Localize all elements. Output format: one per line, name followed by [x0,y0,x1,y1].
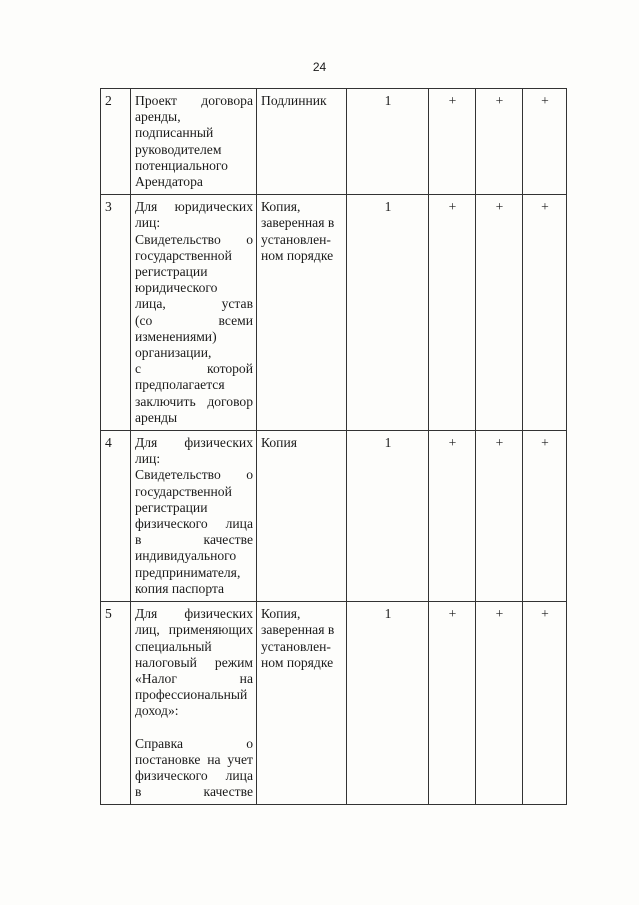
cell-line: организации, [135,345,212,361]
cell-line: «Налог на [135,670,253,686]
plus-mark-cell: + [523,89,567,195]
form-line: Копия, [261,199,301,215]
cell-line: государственной [135,483,232,499]
cell-line: Арендатора [135,174,203,190]
row-number: 3 [101,195,131,431]
plus-mark-cell: + [523,431,567,602]
cell-line: предполагается [135,377,225,393]
plus-mark-cell: + [523,195,567,431]
cell-line: (со всеми [135,312,253,328]
cell-line: юридического [135,280,218,296]
cell-line: специальный [135,638,212,654]
plus-mark-cell: + [476,602,523,805]
cell-line: Справка о [135,735,253,751]
copies-count-cell: 1 [347,431,429,602]
document-name-cell [131,431,257,602]
form-line: Подлинник [261,93,327,108]
cell-line: Для физических [135,606,253,622]
table-row [101,602,567,805]
table-row [101,431,567,602]
plus-mark-cell: + [429,431,476,602]
cell-line: заключить договор [135,393,253,409]
plus-mark-cell: + [523,602,567,805]
cell-line: постановке на учет [135,751,253,767]
cell-line: физического лица [135,516,253,532]
plus-mark-cell: + [429,195,476,431]
cell-line: Свидетельство о [135,231,253,247]
cell-line: профессиональный [135,687,248,703]
form-line: заверенная в [261,215,335,231]
cell-line: потенциального [135,157,228,173]
cell-line: руководителем [135,141,222,157]
row-number: 2 [101,89,131,195]
copies-count-cell: 1 [347,602,429,805]
form-line: Копия, [261,606,301,622]
plus-mark-cell: + [476,195,523,431]
cell-line: аренды, [135,109,181,125]
cell-line: физического лица [135,767,253,783]
cell-line: аренды [135,409,178,425]
plus-mark-cell: + [429,89,476,195]
document-form-cell [257,89,347,195]
copies-count-cell: 1 [347,195,429,431]
table-row [101,89,567,195]
cell-line: с которой [135,361,253,377]
cell-line: Для юридических [135,199,253,215]
document-form-cell [257,431,347,602]
cell-line: лиц: [135,215,161,231]
cell-line: лиц: [135,451,161,467]
document-name-cell [131,195,257,431]
form-line: ном порядке [261,654,334,670]
cell-line: регистрации [135,264,208,280]
cell-line: регистрации [135,499,208,515]
cell-line: Свидетельство о [135,467,253,483]
document-table [100,88,567,805]
cell-line: лиц, применяющих [135,622,253,638]
cell-line: в качестве [135,784,253,800]
cell-line: Для физических [135,435,253,451]
document-name-cell [131,602,257,805]
plus-mark-cell: + [429,602,476,805]
cell-line: копия паспорта [135,580,225,596]
table-row [101,195,567,431]
cell-line: государственной [135,247,232,263]
cell-line: в качестве [135,532,253,548]
row-number: 4 [101,431,131,602]
cell-line: изменениями) [135,328,217,344]
form-line: ном порядке [261,247,334,263]
row-number: 5 [101,602,131,805]
form-line: установлен- [261,231,331,247]
cell-line: индивидуального [135,548,237,564]
cell-line: лица, устав [135,296,253,312]
cell-line: подписанный [135,125,214,141]
cell-line: налоговый режим [135,654,253,670]
document-form-cell [257,195,347,431]
document-name-cell [131,89,257,195]
form-line: Копия [261,435,297,451]
form-line: установлен- [261,638,331,654]
plus-mark-cell: + [476,431,523,602]
plus-mark-cell: + [476,89,523,195]
cell-line: предпринимателя, [135,564,241,580]
page-number: 24 [312,60,327,74]
cell-line: доход»: [135,703,179,719]
document-form-cell [257,602,347,805]
cell-line: Проект договора [135,93,253,108]
form-line: заверенная в [261,622,335,638]
copies-count-cell: 1 [347,89,429,195]
